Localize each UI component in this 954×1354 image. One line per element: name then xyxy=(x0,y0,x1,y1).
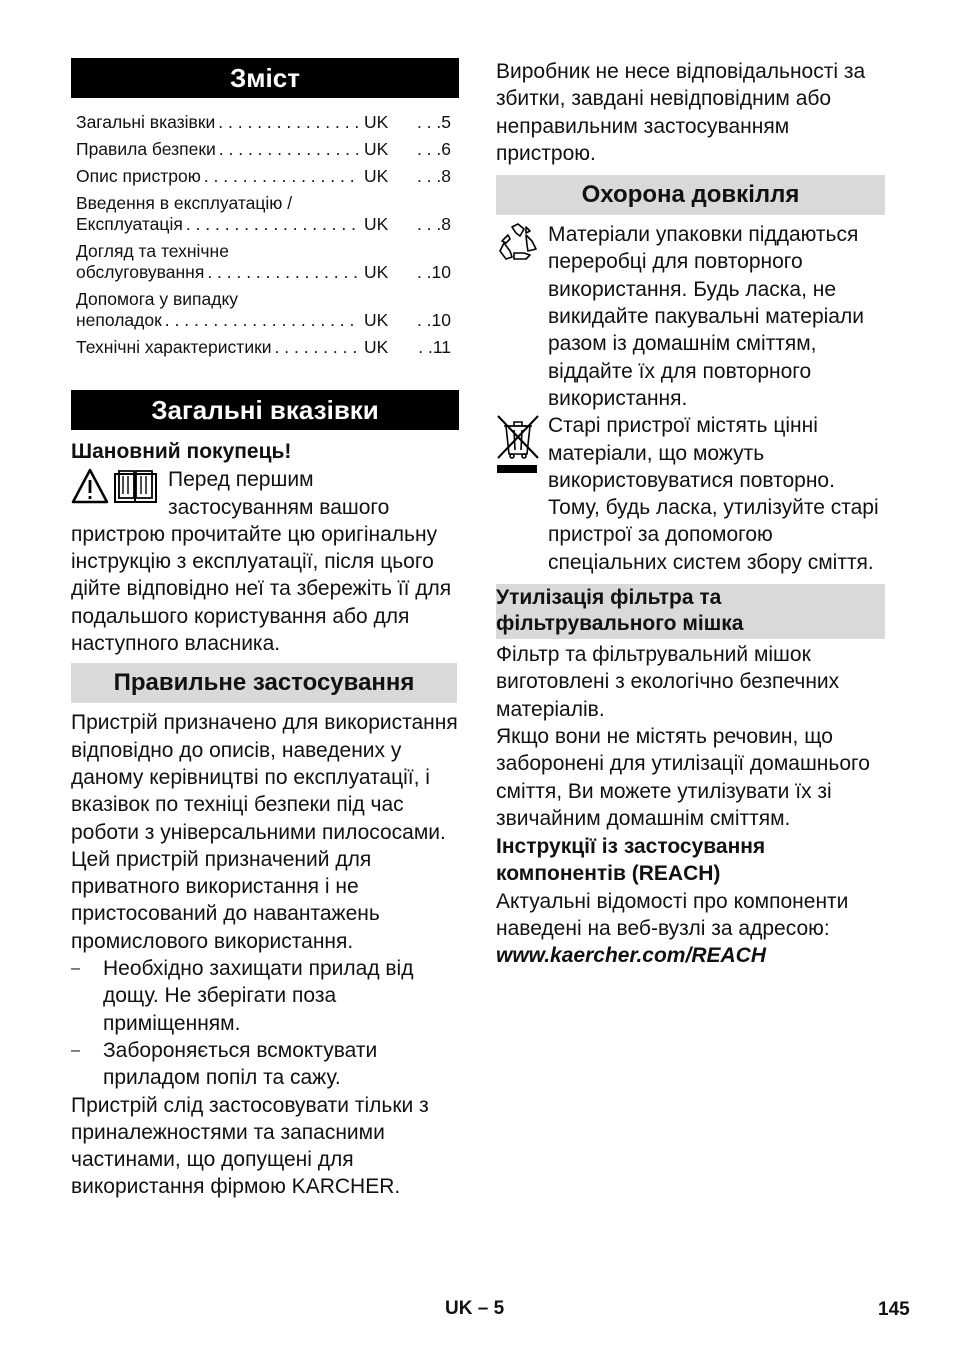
proper-use-paragraph-2: Цей пристрій призначений для приватного використання і не пристосований до навантажень промислового використання. xyxy=(71,847,380,953)
toc-leader-dots xyxy=(207,262,358,283)
recycle-icon xyxy=(496,221,548,412)
crossed-bin-icon xyxy=(496,412,548,576)
toc-page-number: . . .8 xyxy=(416,166,451,186)
toc-language-code: UK xyxy=(364,262,389,282)
toc-leader-dots xyxy=(275,337,358,358)
filter-paragraph-1: Фільтр та фільтрувальний мішок виготовлені з екологічно безпечних матеріалів. xyxy=(496,643,840,721)
toc-entry-title: Технічні характеристики xyxy=(76,337,272,357)
proper-use-heading: Правильне застосування xyxy=(71,663,457,703)
filter-disposal-heading: Утилізація фільтра та фільтрувального мішка xyxy=(496,584,885,639)
list-item: – Необхідно захищати прилад від дощу. Не зберігати поза приміщенням. xyxy=(71,957,414,1035)
toc-leader-dots xyxy=(218,112,358,133)
toc-page-number: . . .6 xyxy=(416,139,451,159)
reach-link[interactable]: www.kaercher.com/REACH xyxy=(496,944,766,968)
toc-entry-title: обслуговування xyxy=(76,262,205,282)
warning-line-1: Перед першим xyxy=(168,468,314,492)
toc-entry-line: Допомога у випадку xyxy=(76,289,239,309)
toc-language-code: UK xyxy=(364,139,389,159)
recycle-block xyxy=(496,221,886,412)
warning-block xyxy=(71,466,459,521)
toc-language-code: UK xyxy=(364,214,389,234)
weee-text: Старі пристрої містять цінні матеріали, що можуть використовуватися повторно. Тому, будь ласка, утилізуйте старі пристрої за допомогою спеціальних систем збору сміття. xyxy=(548,414,879,574)
toc-leader-dots xyxy=(186,214,358,235)
page-footer-section: UK – 5 xyxy=(445,1298,505,1319)
left-column xyxy=(71,58,459,1201)
toc-entry[interactable] xyxy=(76,112,451,133)
general-notes-heading: Загальні вказівки xyxy=(71,390,459,430)
warning-manual-icon xyxy=(71,466,168,521)
toc-language-code: UK xyxy=(364,310,389,330)
proper-use-paragraph-3: Пристрій слід застосовувати тільки з приналежностями та запасними частинами, що допущені для використання фірмою KARCHER. xyxy=(71,1093,429,1199)
toc-page-number: . .10 xyxy=(416,310,451,330)
dear-customer-heading: Шановний покупець! xyxy=(71,440,292,463)
toc-language-code: UK xyxy=(364,337,389,357)
recycle-text: Матеріали упаковки піддаються переробці для повторного використання. Будь ласка, не викидайте пакувальні матеріали разом із домашнім сміттям, віддайте їх для повторного використання. xyxy=(548,223,864,410)
warning-text: пристрою прочитайте цю оригінальну інструкцію з експлуатації, після цього дійте відповідно неї та збережіть її для подальшого користування або для наступного власника. xyxy=(71,522,452,656)
environment-heading: Охорона довкілля xyxy=(496,175,885,215)
table-of-contents xyxy=(76,112,451,358)
filter-paragraph-2: Якщо вони не містять речовин, що заборонені для утилізації домашнього сміття, Ви можете утилізувати їх зі звичайним домашнім сміттям. xyxy=(496,724,870,830)
toc-page-number: . . .5 xyxy=(416,112,451,132)
weee-block xyxy=(496,412,886,576)
right-column xyxy=(496,58,886,970)
toc-page-number: . .11 xyxy=(418,337,451,357)
toc-entry[interactable] xyxy=(76,193,451,235)
reach-heading: Інструкції із застосування компонентів (REACH) xyxy=(496,835,766,886)
toc-language-code: UK xyxy=(364,166,389,186)
toc-page-number: . . .8 xyxy=(416,214,451,234)
toc-entry[interactable] xyxy=(76,166,451,187)
warning-line-2: застосуванням вашого xyxy=(168,495,390,519)
toc-entry-title: Правила безпеки xyxy=(76,139,216,159)
toc-entry[interactable] xyxy=(76,241,451,283)
toc-entry-line: Введення в експлуатацію / xyxy=(76,193,293,213)
liability-paragraph: Виробник не несе відповідальності за збитки, завдані невідповідним або неправильним застосуванням пристрою. xyxy=(496,60,866,165)
toc-leader-dots xyxy=(165,310,358,331)
toc-leader-dots xyxy=(204,166,358,187)
toc-page-number: . .10 xyxy=(416,262,451,282)
toc-entry-title: Експлуатація xyxy=(76,214,183,234)
toc-entry-line: Догляд та технічне xyxy=(76,241,229,261)
proper-use-paragraph-1: Пристрій призначено для використання відповідно до описів, наведених у даному керівництві по експлуатації, і вказівок по техніці безпеки під час роботи з універсальними пилососами. xyxy=(71,711,458,844)
toc-leader-dots xyxy=(219,139,358,160)
list-item: – Забороняється всмоктувати приладом попіл та сажу. xyxy=(71,1038,378,1090)
toc-language-code: UK xyxy=(364,112,389,132)
toc-entry-title: Загальні вказівки xyxy=(76,112,216,132)
toc-entry[interactable] xyxy=(76,139,451,160)
reach-paragraph: Актуальні відомості про компоненти наведені на веб-вузлі за адресою: xyxy=(496,889,849,941)
toc-entry[interactable] xyxy=(76,337,451,358)
toc-heading: Зміст xyxy=(71,58,459,98)
toc-entry-title: неполадок xyxy=(76,310,162,330)
page-number: 145 xyxy=(878,1299,910,1320)
toc-entry[interactable] xyxy=(76,289,451,331)
toc-entry-title: Опис пристрою xyxy=(76,166,201,186)
